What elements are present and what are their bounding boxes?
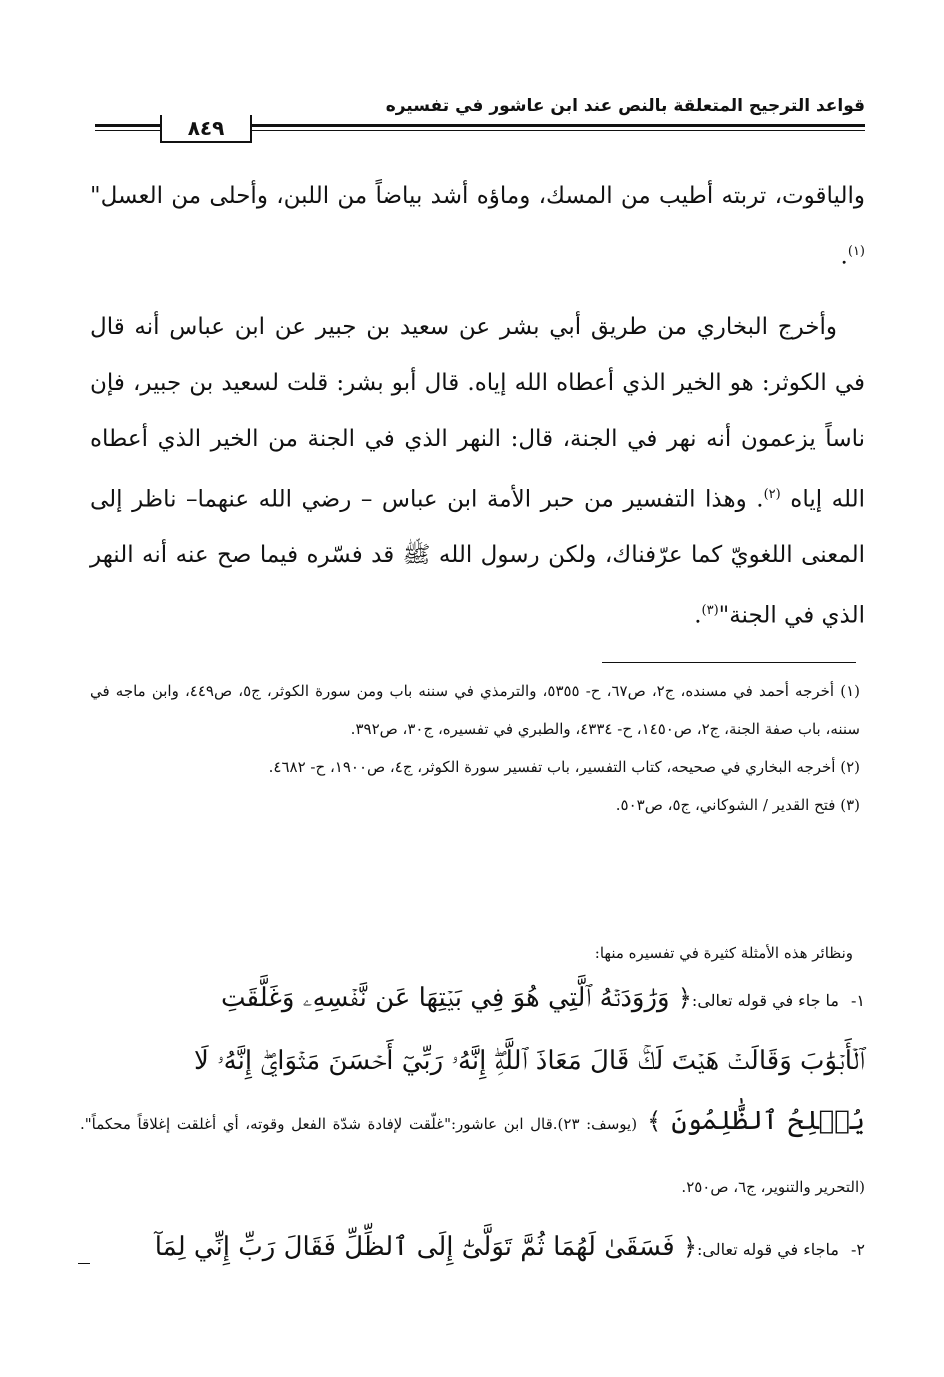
example-1-ref: (يوسف: ٢٣).: [552, 1115, 638, 1133]
example-1-lead: ما جاء في قوله تعالى:: [691, 991, 839, 1010]
example-2-number: ٢-: [851, 1240, 865, 1259]
example-1-line-1: [80, 968, 865, 1031]
example-1-number: ١-: [851, 991, 865, 1010]
paragraph-2: [90, 299, 865, 644]
examples-section: [80, 938, 865, 1280]
example-2-line-1: [80, 1217, 865, 1280]
example-1-line-3: [80, 1091, 865, 1217]
example-1-verse-b: ٱلۡأَبۡوَٰبَ وَقَالَتۡ هَيۡتَ لَكَۚ قَالَ مَعَاذَ ٱللَّهِۖ إِنَّهُۥ رَبِّيٓ أَحۡسَنَ مَثۡوَايَۖ إِنَّهُۥ لَا: [194, 1046, 865, 1076]
quran-close-bracket: ﴾: [647, 1107, 662, 1135]
footnote-ref-3[interactable]: (٣): [701, 603, 719, 619]
running-title: قواعد الترجيح المتعلقة بالنص عند ابن عاشور في تفسيره: [385, 96, 865, 116]
main-text: [90, 168, 865, 644]
footnote-3: (٣) فتح القدير / الشوكاني، ج٥، ص٥٠٣.: [615, 796, 860, 814]
example-1-verse-c: يُفۡلِحُ ٱلظَّٰلِمُونَ: [671, 1106, 865, 1136]
footnote-separator: [602, 662, 856, 663]
example-2-lead: ماجاء في قوله تعالى:: [697, 1240, 839, 1259]
paragraph-1: [90, 168, 865, 285]
example-2: [80, 1217, 865, 1280]
paragraph-2-end: .: [694, 602, 702, 629]
paragraph-1-end: .: [840, 243, 848, 270]
paragraph-2a-text: وأخرج البخاري من طريق أبي بشر عن سعيد بن جبير عن ابن عباس أنه قال في الكوثر: هو الخير الذي أعطاه الله إياه. قال أبو بشر: قلت لسعيد بن جبير، فإن ناساً يزعمون أنه نهر في الجنة، قال: النهر الذي في الجنة من الخير الذي أعطاه الله إياه: [90, 313, 865, 513]
example-1: [80, 968, 865, 1217]
page-header: [95, 88, 865, 148]
page-number: ٨٤٩: [160, 115, 252, 143]
quran-open-bracket-2: ﴿: [682, 1233, 697, 1261]
example-1-verse-a: وَرَٰوَدَتۡهُ ٱلَّتِي هُوَ فِي بَيۡتِهَا عَن نَّفۡسِهِۦ وَغَلَّقَتِ: [221, 983, 670, 1013]
footnote-ref-1[interactable]: (١): [847, 244, 865, 259]
quran-open-bracket: ﴿: [677, 984, 692, 1012]
footnotes: [90, 672, 860, 824]
footnote-ref-2[interactable]: (٢): [763, 486, 781, 502]
example-1-line-2: [80, 1031, 865, 1091]
examples-intro: ونظائر هذه الأمثلة كثيرة في تفسيره منها:: [594, 944, 853, 962]
example-2-verse: فَسَقَىٰ لَهُمَا ثُمَّ تَوَلَّىٰٓ إِلَى ٱلظِّلِّ فَقَالَ رَبِّ إِنِّي لِمَآ: [154, 1232, 675, 1262]
continuation-mark: [78, 1263, 90, 1264]
paragraph-1-text: والياقوت، تربته أطيب من المسك، وماؤه أشد بياضاً من اللبن، وأحلى من العسل": [90, 183, 865, 209]
example-1-comment: قال ابن عاشور:"غلّقت لإفادة شدّة الفعل وقوته، أي أغلقت إغلاقاً محكماً". (التحرير والتنوير، ج٦، ص٢٥٠.: [80, 1115, 865, 1196]
paragraph-2b-text: . وهذا التفسير من حبر الأمة ابن عباس – رضي الله عنهما– ناظر إلى المعنى اللغويّ كما عرّفناك، ولكن رسول الله ﷺ قد فسّره فيما صح عنه أنه النهر الذي في الجنة": [90, 486, 865, 629]
footnote-1: (١) أخرجه أحمد في مسنده، ج٢، ص٦٧، ح- ٥٣٥٥، والترمذي في سننه باب ومن سورة الكوثر، ج٥، ص٤٤٩، وابن ماجه في سننه، باب صفة الجنة، ج٢، ص١٤٥٠، ح- ٤٣٣٤، والطبري في تفسيره، ج٣٠، ص٣٩٢.: [90, 682, 860, 738]
footnote-2: (٢) أخرجه البخاري في صحيحه، كتاب التفسير، باب تفسير سورة الكوثر، ج٤، ص١٩٠٠، ح- ٤٦٨٢.: [268, 758, 860, 776]
